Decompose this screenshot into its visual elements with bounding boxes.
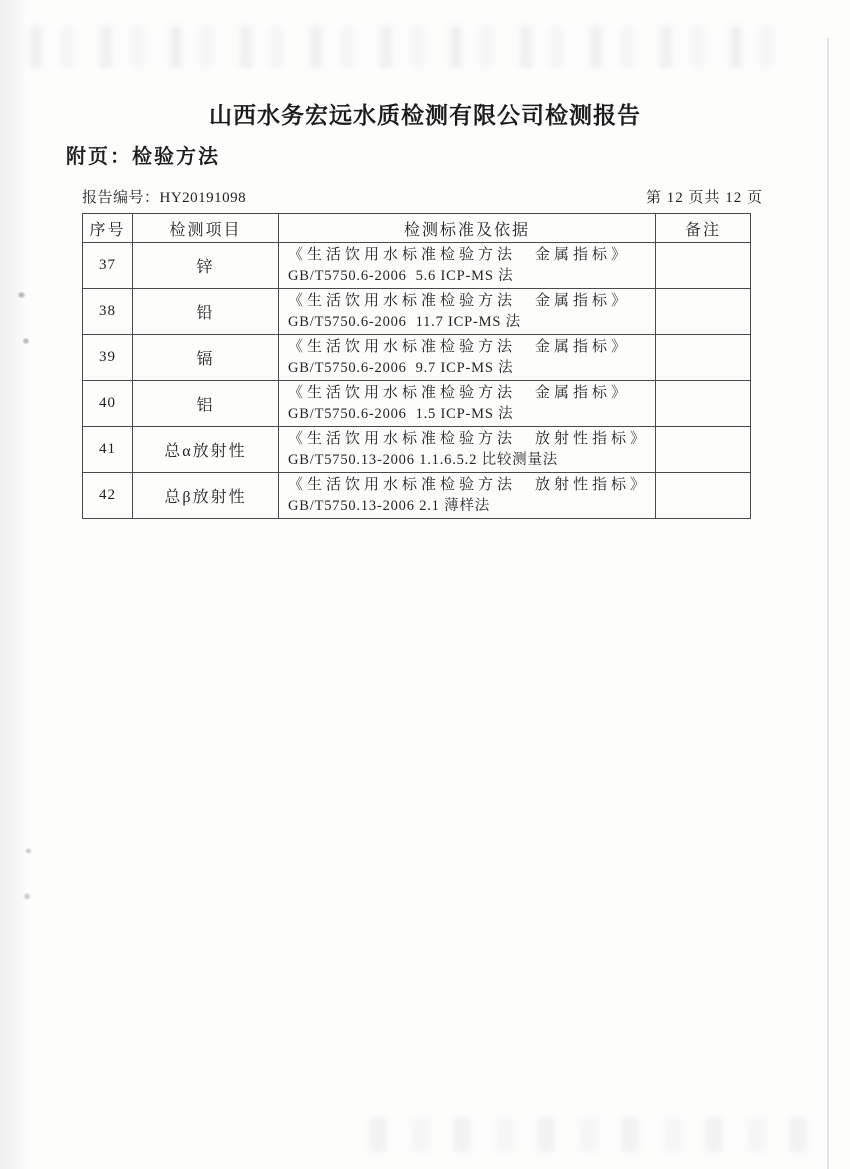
- test-item: 铅: [133, 289, 279, 335]
- table-row: [83, 335, 751, 381]
- remark-cell: [656, 335, 751, 381]
- remark-cell: [656, 243, 751, 289]
- scan-page-edge-line: [827, 38, 829, 1169]
- header-serial-number: 序号: [83, 214, 133, 243]
- page-indicator: 第 12 页共 12 页: [645, 190, 763, 206]
- standard-cell: [279, 289, 656, 335]
- remark-cell: [656, 289, 751, 335]
- scan-speck: [22, 338, 30, 344]
- test-item: 锌: [133, 243, 279, 289]
- scan-speck: [23, 893, 31, 900]
- standard-cell: [279, 473, 656, 519]
- table-row: [83, 243, 751, 289]
- standard-code: GB/T5750.6-2006 9.7 ICP-MS 法: [288, 360, 514, 376]
- header-remark: 备注: [656, 214, 751, 243]
- test-item: 镉: [133, 335, 279, 381]
- standard-title: 《生活饮用水标准检验方法 金属指标》: [288, 293, 631, 309]
- standard-code: GB/T5750.6-2006 11.7 ICP-MS 法: [288, 314, 521, 330]
- test-item: 总β放射性: [133, 473, 279, 519]
- standard-title: 《生活饮用水标准检验方法 放射性指标》: [288, 431, 650, 447]
- standard-cell: [279, 243, 656, 289]
- table-row: [83, 381, 751, 427]
- standard-cell: [279, 381, 656, 427]
- remark-cell: [656, 381, 751, 427]
- report-number: [82, 186, 246, 207]
- header-standard-basis: 检测标准及依据: [279, 214, 656, 243]
- table-row: [83, 473, 751, 519]
- standard-title: 《生活饮用水标准检验方法 金属指标》: [288, 339, 631, 355]
- scan-speck: [25, 848, 32, 854]
- table-row: [83, 427, 751, 473]
- report-number-label: 报告编号：: [82, 190, 160, 206]
- table-header-row: [83, 214, 751, 243]
- report-number-value: HY20191098: [159, 190, 247, 206]
- row-number: 40: [83, 381, 133, 427]
- standard-code: GB/T5750.6-2006 1.5 ICP-MS 法: [288, 406, 514, 422]
- standard-title: 《生活饮用水标准检验方法 放射性指标》: [288, 477, 650, 493]
- row-number: 39: [83, 335, 133, 381]
- attachment-subtitle: 附页：检验方法: [66, 146, 220, 168]
- standard-code: GB/T5750.13-2006 1.1.6.5.2 比较测量法: [288, 452, 559, 468]
- test-item: 铝: [133, 381, 279, 427]
- table-row: [83, 289, 751, 335]
- report-title: 山西水务宏远水质检测有限公司检测报告: [209, 102, 641, 128]
- row-number: 42: [83, 473, 133, 519]
- test-item: 总α放射性: [133, 427, 279, 473]
- standard-code: GB/T5750.6-2006 5.6 ICP-MS 法: [288, 268, 514, 284]
- standard-code: GB/T5750.13-2006 2.1 薄样法: [288, 498, 491, 514]
- standard-cell: [279, 335, 656, 381]
- header-test-item: 检测项目: [133, 214, 279, 243]
- row-number: 37: [83, 243, 133, 289]
- standard-title: 《生活饮用水标准检验方法 金属指标》: [288, 385, 631, 401]
- remark-cell: [656, 427, 751, 473]
- test-methods-table: [82, 213, 751, 519]
- meta-row: [82, 186, 763, 207]
- scan-edge-shadow-left: [0, 0, 28, 1169]
- scan-speck: [17, 292, 26, 298]
- standard-cell: [279, 427, 656, 473]
- row-number: 38: [83, 289, 133, 335]
- scan-noise-bottom: [370, 1118, 810, 1152]
- remark-cell: [656, 473, 751, 519]
- row-number: 41: [83, 427, 133, 473]
- scan-noise-top: [30, 26, 780, 68]
- standard-title: 《生活饮用水标准检验方法 金属指标》: [288, 247, 631, 263]
